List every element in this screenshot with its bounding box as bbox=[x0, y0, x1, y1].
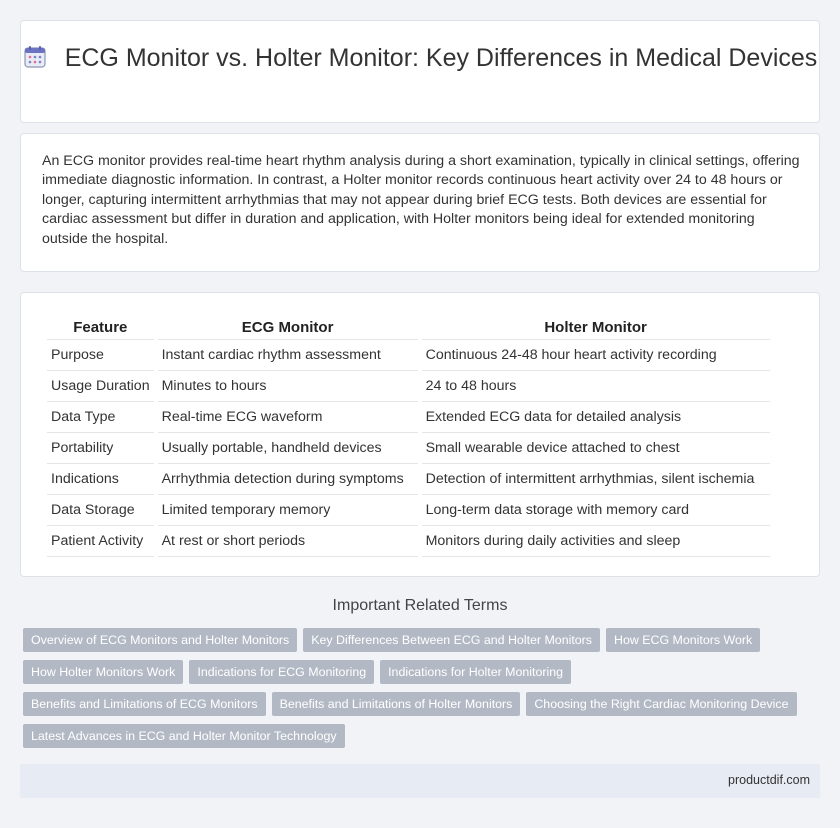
related-term-tag[interactable]: Key Differences Between ECG and Holter Monitors bbox=[303, 628, 600, 652]
calendar-icon bbox=[23, 45, 47, 69]
holter-cell: 24 to 48 hours bbox=[422, 371, 770, 402]
ecg-cell: At rest or short periods bbox=[158, 526, 418, 557]
table-row bbox=[47, 371, 770, 402]
comparison-table bbox=[43, 315, 774, 557]
feature-cell: Patient Activity bbox=[47, 526, 154, 557]
holter-cell: Monitors during daily activities and sleep bbox=[422, 526, 770, 557]
table-row bbox=[47, 433, 770, 464]
related-term-tag[interactable]: Benefits and Limitations of Holter Monitors bbox=[272, 692, 521, 716]
related-term-tag[interactable]: Indications for ECG Monitoring bbox=[189, 660, 374, 684]
feature-cell: Data Storage bbox=[47, 495, 154, 526]
holter-cell: Detection of intermittent arrhythmias, silent ischemia bbox=[422, 464, 770, 495]
header-feature: Feature bbox=[47, 315, 154, 340]
ecg-cell: Minutes to hours bbox=[158, 371, 418, 402]
table-row bbox=[47, 340, 770, 371]
table-row bbox=[47, 526, 770, 557]
related-term-tag[interactable]: Benefits and Limitations of ECG Monitors bbox=[23, 692, 266, 716]
ecg-cell: Real-time ECG waveform bbox=[158, 402, 418, 433]
feature-cell: Data Type bbox=[47, 402, 154, 433]
ecg-cell: Usually portable, handheld devices bbox=[158, 433, 418, 464]
intro-card bbox=[20, 133, 820, 272]
comparison-card bbox=[20, 292, 820, 577]
feature-cell: Indications bbox=[47, 464, 154, 495]
table-header-row bbox=[47, 315, 770, 340]
ecg-cell: Arrhythmia detection during symptoms bbox=[158, 464, 418, 495]
table-row bbox=[47, 464, 770, 495]
holter-cell: Small wearable device attached to chest bbox=[422, 433, 770, 464]
related-term-tag[interactable]: Latest Advances in ECG and Holter Monitor Technology bbox=[23, 724, 345, 748]
page-title-text: ECG Monitor vs. Holter Monitor: Key Differences in Medical Devices bbox=[64, 44, 818, 72]
feature-cell: Purpose bbox=[47, 340, 154, 371]
table-row bbox=[47, 495, 770, 526]
page-title bbox=[21, 43, 819, 73]
intro-paragraph: An ECG monitor provides real-time heart rhythm analysis during a short examination, typically in clinical settings, offering immediate diagnostic information. In contrast, a Holter monitor records continuous heart activity over 24 to 48 hours or longer, capturing intermittent arrhythmias that may not appear during brief ECG tests. Both devices are essential for cardiac assessment but differ in duration and application, with Holter monitors being ideal for extended monitoring outside the hospital. bbox=[42, 153, 800, 247]
related-term-tag[interactable]: How Holter Monitors Work bbox=[23, 660, 183, 684]
feature-cell: Usage Duration bbox=[47, 371, 154, 402]
related-term-tag[interactable]: Overview of ECG Monitors and Holter Monitors bbox=[23, 628, 297, 652]
header-holter-monitor: Holter Monitor bbox=[422, 315, 770, 340]
related-term-tag[interactable]: Indications for Holter Monitoring bbox=[380, 660, 571, 684]
holter-cell: Long-term data storage with memory card bbox=[422, 495, 770, 526]
related-term-tag[interactable]: Choosing the Right Cardiac Monitoring Device bbox=[526, 692, 796, 716]
title-card bbox=[20, 20, 820, 123]
footer-brand[interactable]: productdif.com bbox=[728, 773, 810, 787]
related-terms-list bbox=[23, 628, 813, 748]
related-term-tag[interactable]: How ECG Monitors Work bbox=[606, 628, 760, 652]
footer bbox=[20, 764, 820, 798]
holter-cell: Extended ECG data for detailed analysis bbox=[422, 402, 770, 433]
table-row bbox=[47, 402, 770, 433]
holter-cell: Continuous 24-48 hour heart activity recording bbox=[422, 340, 770, 371]
ecg-cell: Limited temporary memory bbox=[158, 495, 418, 526]
header-ecg-monitor: ECG Monitor bbox=[158, 315, 418, 340]
feature-cell: Portability bbox=[47, 433, 154, 464]
related-terms-heading: Important Related Terms bbox=[332, 597, 508, 614]
ecg-cell: Instant cardiac rhythm assessment bbox=[158, 340, 418, 371]
